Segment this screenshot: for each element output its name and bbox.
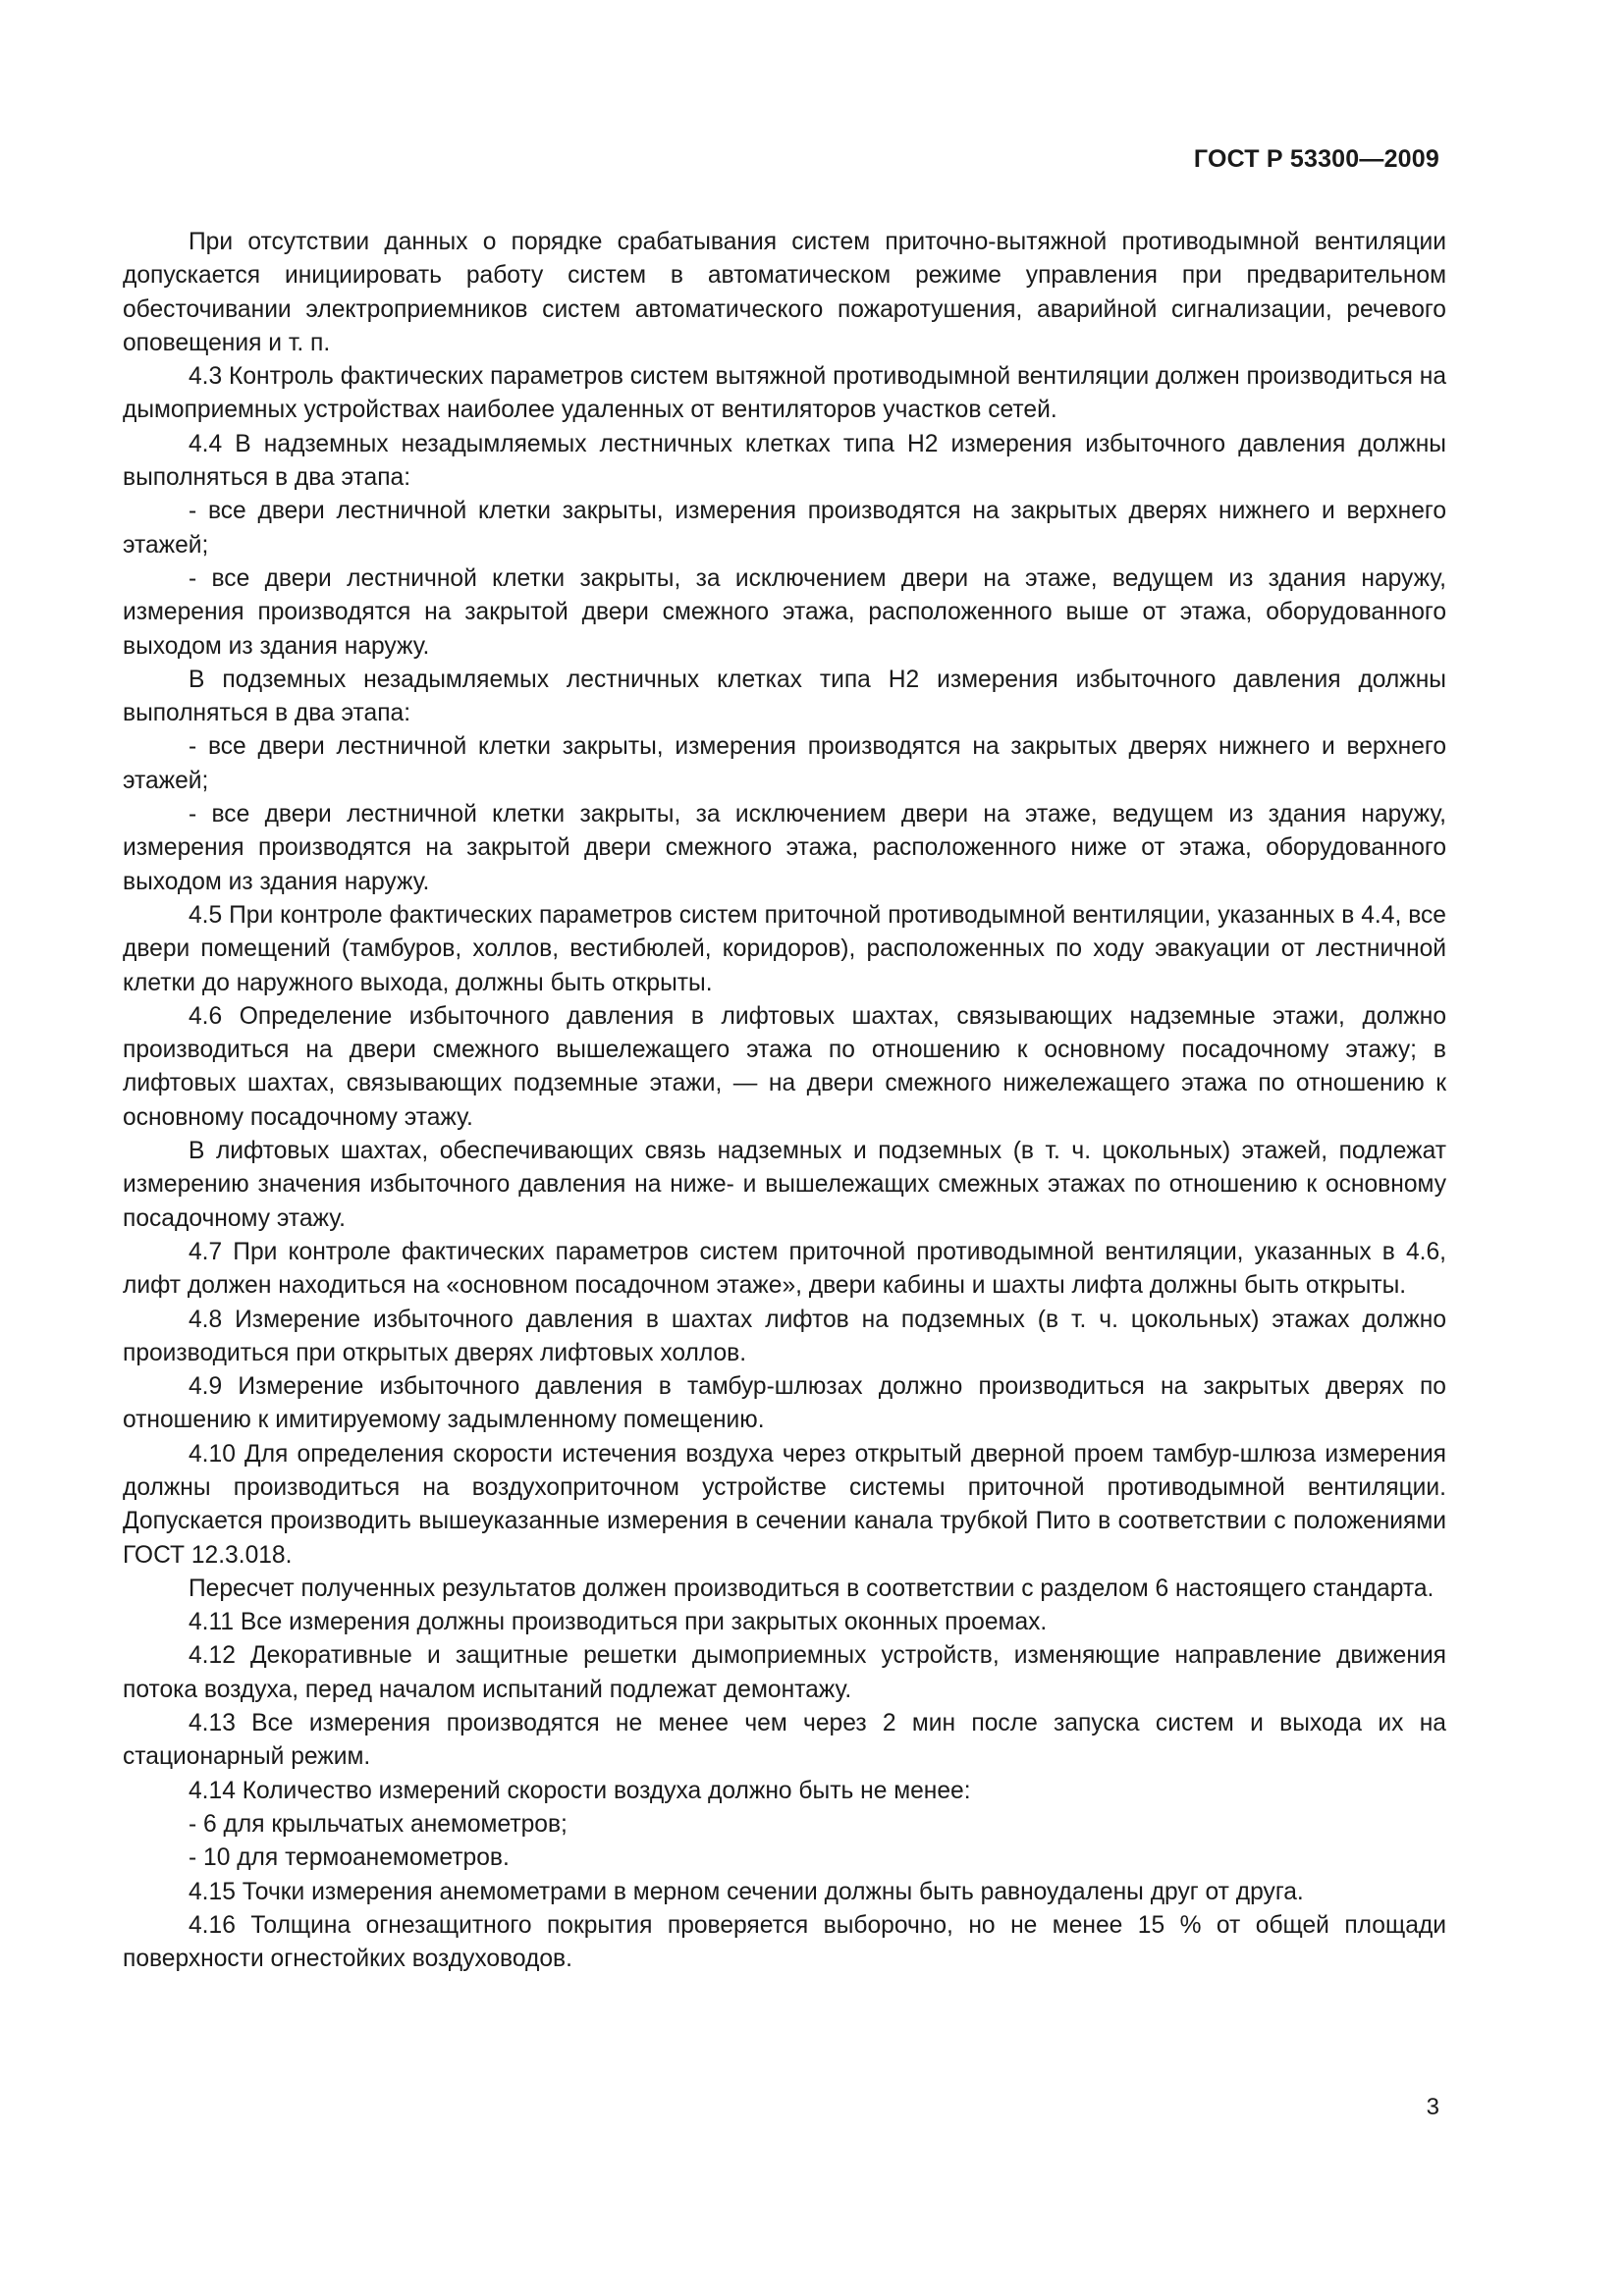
page-number: 3 bbox=[1426, 2094, 1439, 2120]
document-body bbox=[123, 226, 1446, 1976]
standard-id-header: ГОСТ Р 53300—2009 bbox=[1193, 145, 1439, 173]
paragraph: 4.10 Для определения скорости истечения воздуха через открытый дверной проем тамбур-шлюза измерения должны производиться на воздухоприточном устройстве системы приточной противодымной вентиляции. Допускается производить вышеуказанные измерения в сечении канала трубкой Пито в соответствии с положениями ГОСТ 12.3.018. bbox=[123, 1440, 1446, 1569]
paragraph: 4.9 Измерение избыточного давления в тамбур-шлюзах должно производиться на закрытых дверях по отношению к имитируемому задымленному помещению. bbox=[123, 1373, 1446, 1434]
paragraph: В лифтовых шахтах, обеспечивающих связь надземных и подземных (в т. ч. цокольных) этажей, подлежат измерению значения избыточного давления на ниже- и вышележащих смежных этажах по отношению к основному посадочному этажу. bbox=[123, 1138, 1446, 1232]
list-item: - все двери лестничной клетки закрыты, за исключением двери на этаже, ведущем из здания наружу, измерения производятся на закрытой двери смежного этажа, расположенного ниже от этажа, оборудованного выходом из здания наружу. bbox=[123, 801, 1446, 895]
paragraph: 4.4 В надземных незадымляемых лестничных клетках типа Н2 измерения избыточного давления должны выполняться в два этапа: bbox=[123, 430, 1446, 492]
paragraph: 4.12 Декоративные и защитные решетки дымоприемных устройств, изменяющие направление движения потока воздуха, перед началом испытаний подлежат демонтажу. bbox=[123, 1642, 1446, 1703]
paragraph: 4.15 Точки измерения анемометрами в мерном сечении должны быть равноудалены друг от друга. bbox=[189, 1878, 1304, 1905]
paragraph: 4.7 При контроле фактических параметров систем приточной противодымной вентиляции, указанных в 4.6, лифт должен находиться на «основном посадочном этаже», двери кабины и шахты лифта должны быть открыты. bbox=[123, 1238, 1446, 1300]
paragraph: В подземных незадымляемых лестничных клетках типа Н2 измерения избыточного давления должны выполняться в два этапа: bbox=[123, 666, 1446, 727]
list-item: - все двери лестничной клетки закрыты, за исключением двери на этаже, ведущем из здания наружу, измерения производятся на закрытой двери смежного этажа, расположенного выше от этажа, оборудованного выходом из здания наружу. bbox=[123, 564, 1446, 660]
paragraph: Пересчет полученных результатов должен производиться в соответствии с разделом 6 настоящего стандарта. bbox=[189, 1575, 1435, 1602]
paragraph: При отсутствии данных о порядке срабатывания систем приточно-вытяжной противодымной вентиляции допускается инициировать работу систем в автоматическом режиме управления при предварительном обесточивании электроприемников систем автоматического пожаротушения, аварийной сигнализации, речевого оповещения и т. п. bbox=[123, 229, 1446, 356]
list-item: - все двери лестничной клетки закрыты, измерения производятся на закрытых дверях нижнего и верхнего этажей; bbox=[123, 733, 1446, 794]
paragraph: 4.3 Контроль фактических параметров систем вытяжной противодымной вентиляции должен производиться на дымоприемных устройствах наиболее удаленных от вентиляторов участков сетей. bbox=[123, 363, 1446, 424]
list-item: - все двери лестничной клетки закрыты, измерения производятся на закрытых дверях нижнего и верхнего этажей; bbox=[123, 498, 1446, 559]
paragraph: 4.5 При контроле фактических параметров систем приточной противодымной вентиляции, указанных в 4.4, все двери помещений (тамбуров, холлов, вестибюлей, коридоров), расположенных по ходу эвакуации от лестничной клетки до наружного выхода, должны быть открыты. bbox=[123, 901, 1446, 996]
paragraph: 4.8 Измерение избыточного давления в шахтах лифтов на подземных (в т. ч. цокольных) этажах должно производиться при открытых дверях лифтовых холлов. bbox=[123, 1306, 1446, 1366]
list-item: - 10 для термоанемометров. bbox=[189, 1844, 510, 1872]
list-item: - 6 для крыльчатых анемометров; bbox=[189, 1810, 568, 1838]
paragraph: 4.16 Толщина огнезащитного покрытия проверяется выборочно, но не менее 15 % от общей площади поверхности огнестойких воздуховодов. bbox=[123, 1911, 1446, 1973]
paragraph: 4.6 Определение избыточного давления в лифтовых шахтах, связывающих надземные этажи, должно производиться на двери смежного вышележащего этажа по отношению к основному посадочному этажу; в лифтовых шахтах, связывающих подземные этажи, — на двери смежного нижележащего этажа по отношению к основному посадочному этажу. bbox=[123, 1002, 1446, 1131]
paragraph: 4.13 Все измерения производятся не менее чем через 2 мин после запуска систем и выхода их на стационарный режим. bbox=[123, 1710, 1446, 1771]
paragraph: 4.11 Все измерения должны производиться при закрытых оконных проемах. bbox=[189, 1609, 1048, 1636]
paragraph: 4.14 Количество измерений скорости воздуха должно быть не менее: bbox=[189, 1777, 971, 1804]
